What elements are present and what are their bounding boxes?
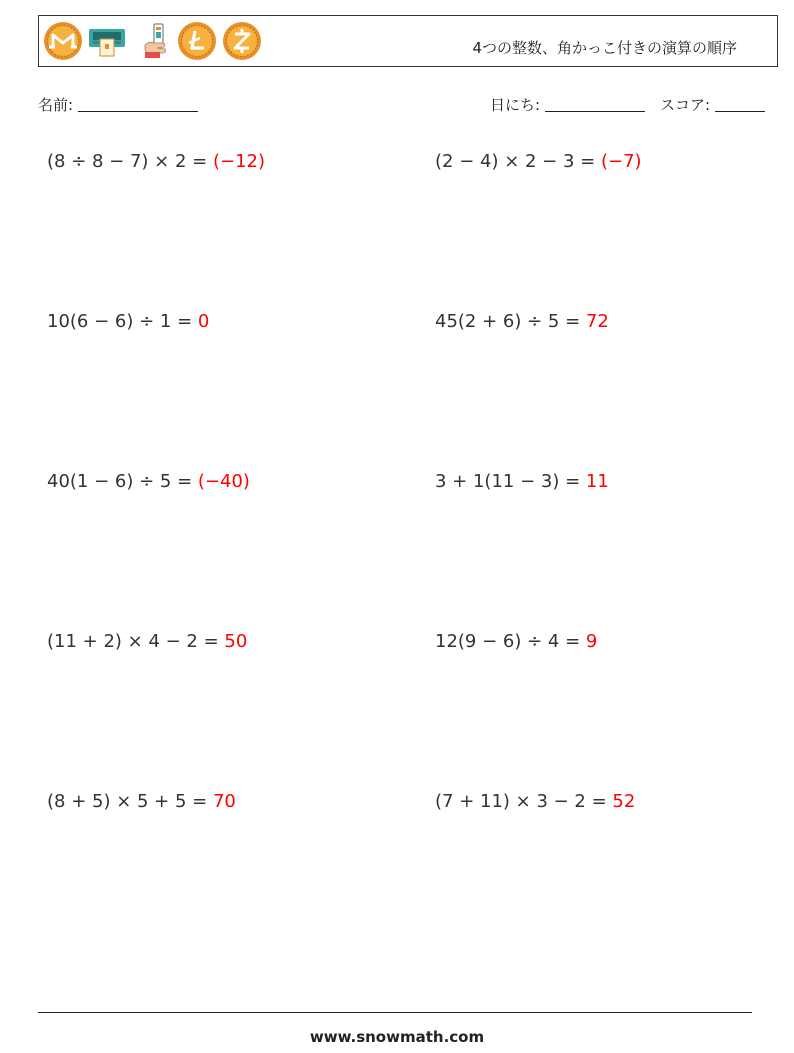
problem-6 [435, 471, 609, 492]
problem-expression: 45(2 + 6) ÷ 5 = [435, 311, 581, 332]
score-blank[interactable] [715, 97, 765, 112]
problem-expression: (8 + 5) × 5 + 5 = [47, 791, 208, 812]
problem-answer: 50 [224, 631, 248, 652]
problem-expression: 12(9 − 6) ÷ 4 = [435, 631, 581, 652]
problem-3 [47, 311, 209, 332]
hand-card-icon [135, 21, 175, 61]
litecoin-coin-icon [177, 21, 217, 61]
problem-answer: 0 [197, 311, 210, 332]
name-field [38, 94, 198, 115]
problem-expression: (2 − 4) × 2 − 3 = [435, 151, 596, 172]
date-blank[interactable] [545, 97, 645, 112]
score-field [660, 94, 765, 115]
problem-expression: 40(1 − 6) ÷ 5 = [47, 471, 193, 492]
worksheet-header [38, 15, 778, 67]
problem-1 [47, 151, 265, 172]
problem-4 [435, 311, 609, 332]
zcash-coin-icon [222, 21, 262, 61]
name-blank[interactable] [78, 97, 198, 112]
problem-expression: (8 ÷ 8 − 7) × 2 = [47, 151, 208, 172]
problem-9 [47, 791, 236, 812]
date-label: 日にち: [490, 96, 541, 114]
atm-machine-icon [87, 21, 127, 61]
problem-expression: (7 + 11) × 3 − 2 = [435, 791, 607, 812]
problem-10 [435, 791, 635, 812]
name-label: 名前: [38, 96, 74, 114]
date-field [490, 94, 645, 115]
problem-answer: (−12) [212, 151, 265, 172]
problem-expression: 10(6 − 6) ÷ 1 = [47, 311, 193, 332]
score-label: スコア: [660, 96, 711, 114]
problem-answer: (−7) [600, 151, 642, 172]
problem-answer: 70 [212, 791, 236, 812]
problem-answer: (−40) [197, 471, 250, 492]
problem-answer: 52 [612, 791, 636, 812]
footer-url[interactable]: www.snowmath.com [309, 1028, 485, 1046]
problem-expression: (11 + 2) × 4 − 2 = [47, 631, 219, 652]
problem-7 [47, 631, 247, 652]
problem-answer: 11 [585, 471, 609, 492]
problem-expression: 3 + 1(11 − 3) = [435, 471, 581, 492]
worksheet-title: 4つの整数、角かっこ付きの演算の順序 [472, 39, 737, 57]
problem-8 [435, 631, 597, 652]
problem-answer: 9 [585, 631, 598, 652]
problem-5 [47, 471, 250, 492]
problem-answer: 72 [585, 311, 609, 332]
footer-divider [38, 1012, 752, 1013]
problem-2 [435, 151, 642, 172]
monero-coin-icon [43, 21, 83, 61]
